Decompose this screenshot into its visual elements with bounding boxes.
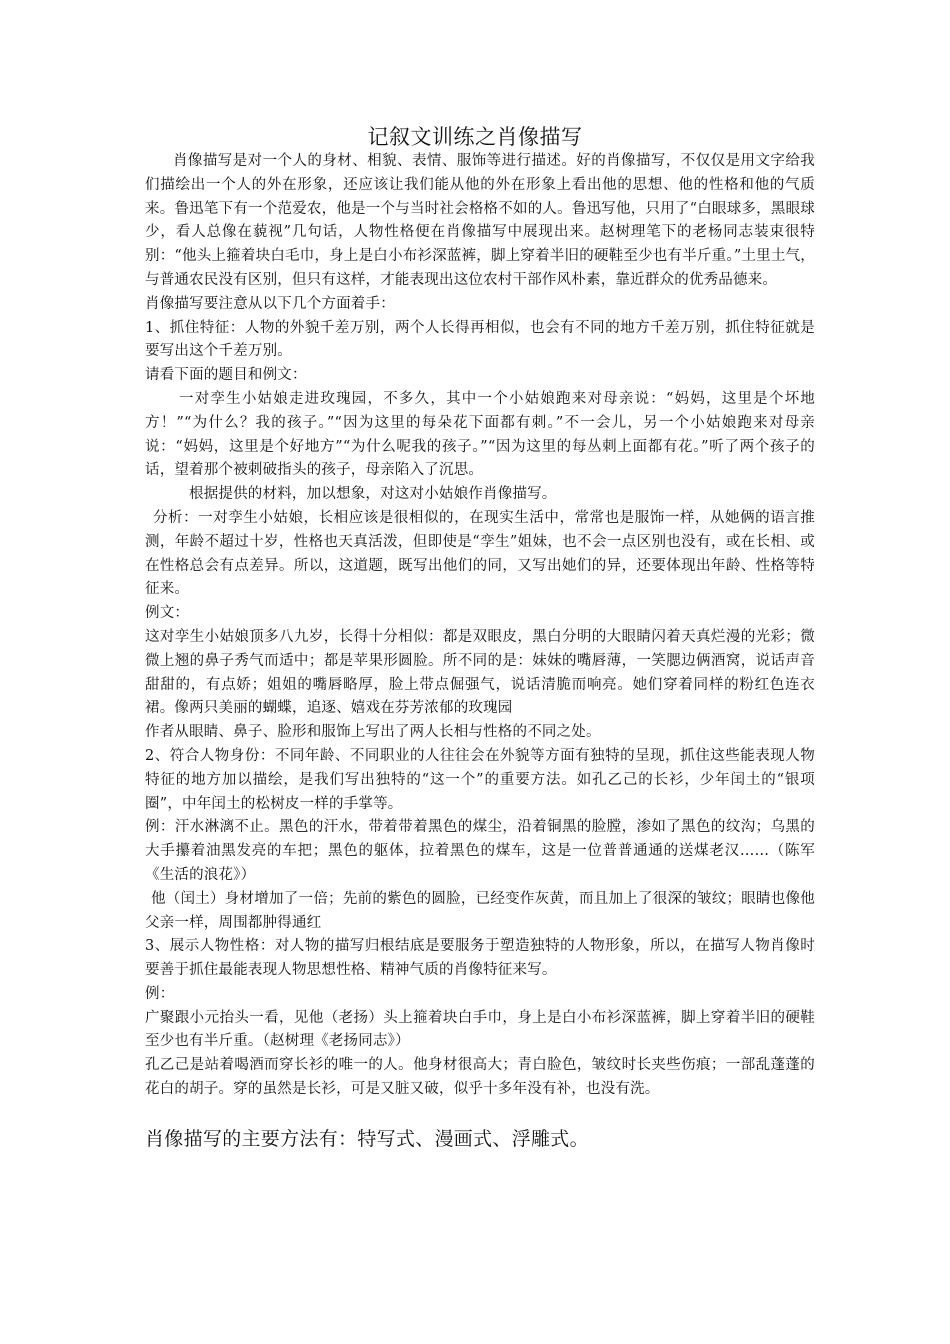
example-label-2: 例：	[145, 985, 175, 1002]
document-body	[145, 150, 815, 1154]
conclusion-heading: 肖像描写的主要方法有：特写式、漫画式、浮雕式。	[145, 1127, 589, 1150]
example-kongyiji: 孔乙己是站着喝酒而穿长衫的唯一的人。他身材很高大；青白脸色，皱纹时长夹些伤痕；一部乱蓬蓬的花白的胡子。穿的虽然是长衫，可是又脏又破，似乎十多年没有补，也没有洗。	[145, 1057, 815, 1098]
spacer	[145, 1102, 815, 1124]
example-laoyang: 广聚跟小元抬头一看，见他（老扬）头上箍着块白手巾，身上是白小布衫深蓝裤，脚上穿着半旧的硬鞋至少也有半斤重。（赵树理《老扬同志》）	[145, 1009, 815, 1050]
point-3-heading: 3、展示人物性格：对人物的描写归根结底是要服务于塑造独特的人物形象，所以，在描写人物肖像时要善于抓住最能表现人物思想性格、精神气质的肖像特征来写。	[145, 938, 815, 979]
example-prompt-lead: 请看下面的题目和例文：	[145, 367, 307, 384]
analysis-paragraph: 分析：一对孪生小姑娘，长相应该是很相似的，在现实生活中，常常也是服饰一样，从她俩的语言推测，年龄不超过十岁，性格也天真活泼，但即使是“孪生”姐妹，也不会一点区别也没有，或在长相、或在性格总会有点差异。所以，这道题，既写出他们的同，又写出她们的异，还要体现出年龄、性格等特征来。	[145, 509, 815, 598]
example-text: 这对孪生小姑娘顶多八九岁，长得十分相似：都是双眼皮，黑白分明的大眼睛闪着天真烂漫的光彩；微微上翘的鼻子秀气而适中；都是苹果形圆脸。所不同的是：妹妹的嘴唇薄，一笑腮边俩酒窝，说话声音甜甜的，有点娇；姐姐的嘴唇略厚，脸上带点倔强气，说话清脆而响亮。她们穿着同样的粉红色连衣裙。像两只美丽的蝴蝶，追逐、嬉戏在芬芳浓郁的玫瑰园	[145, 628, 815, 717]
example-label: 例文：	[145, 605, 190, 622]
document-title: 记叙文训练之肖像描写	[367, 125, 583, 149]
point-1-heading: 1、抓住特征：人物的外貌千差万别，两个人长得再相似，也会有不同的地方千差万别，抓住特征就是要写出这个千差万别。	[145, 319, 815, 360]
task-paragraph: 根据提供的材料，加以想象，对这对小姑娘作肖像描写。	[189, 486, 557, 503]
example-runtu: 他（闰土）身材增加了一倍；先前的紫色的圆脸，已经变作灰黄，而且加上了很深的皱纹；眼睛也像他父亲一样，周围都肿得通红	[145, 890, 815, 931]
story-paragraph: 一对孪生小姑娘走进玫瑰园，不多久，其中一个小姑娘跑来对母亲说：“妈妈，这里是个坏地方！”“为什么？我的孩子。”“因为这里的每朵花下面都有刺。”不一会儿，另一个小姑娘跑来对母亲说：“妈妈，这里是个好地方”“为什么呢我的孩子。”“因为这里的每丛刺上面都有花。”听了两个孩子的话，望着那个被刺破指头的孩子，母亲陷入了沉思。	[145, 390, 815, 479]
example-coal-man: 例：汗水淋漓不止。黑色的汗水，带着带着黑色的煤尘，沿着铜黑的脸膛，渗如了黑色的纹沟；乌黑的大手攥着油黑发亮的车把；黑色的躯体，拉着黑色的煤车，这是一位普普通通的送煤老汉……（陈军《生活的浪花》）	[145, 819, 815, 883]
points-lead: 肖像描写要注意从以下几个方面着手：	[145, 295, 395, 312]
point-2-heading: 2、符合人物身份：不同年龄、不同职业的人往往会在外貌等方面有独特的呈现，抓住这些能表现人物特征的地方加以描绘，是我们写出独特的“这一个”的重要方法。如孔乙己的长衫，少年闰土的“银项圈”，中年闰土的松树皮一样的手掌等。	[145, 747, 815, 812]
intro-paragraph: 肖像描写是对一个人的身材、相貌、表情、服饰等进行描述。好的肖像描写，不仅仅是用文字给我们描绘出一个人的外在形象，还应该让我们能从他的外在形象上看出他的思想、他的性格和他的气质来。鲁迅笔下有一个范爱农，他是一个与当时社会格格不如的人。鲁迅写他，只用了“白眼球多，黑眼球少，看人总像在藐视”几句话，人物性格便在肖像描写中展现出来。赵树理笔下的老杨同志装束很特别：“他头上箍着块白毛巾，身上是白小布衫深蓝裤，脚上穿着半旧的硬鞋至少也有半斤重。”土里土气，与普通农民没有区别，但只有这样，才能表现出这位农村干部作风朴素，靠近群众的优秀品德来。	[145, 153, 815, 288]
example-comment: 作者从眼睛、鼻子、脸形和服饰上写出了两人长相与性格的不同之处。	[145, 724, 601, 741]
